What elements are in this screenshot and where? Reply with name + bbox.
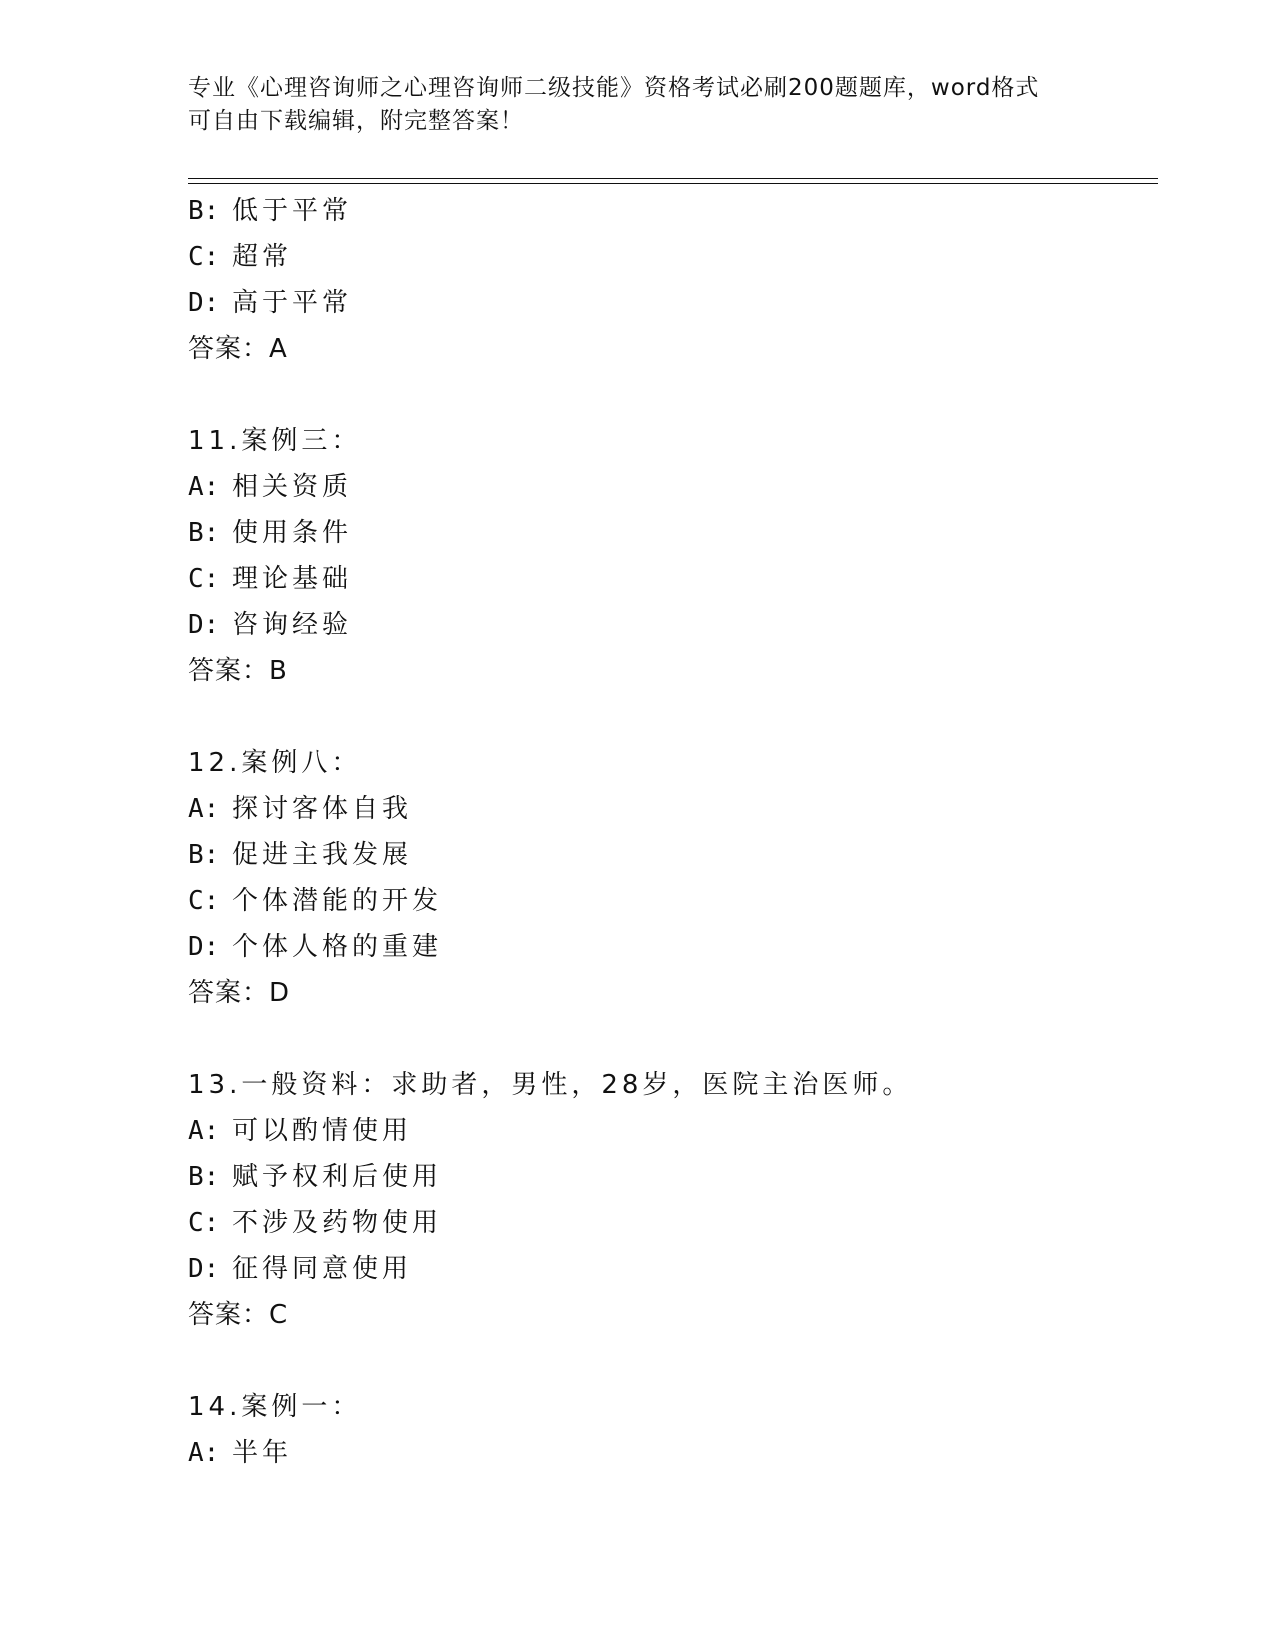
option-text: 超常 — [232, 242, 293, 272]
question-block-partial — [188, 188, 1158, 372]
option-text: 个体人格的重建 — [232, 932, 443, 962]
answer-line: 答案：D — [188, 978, 291, 1008]
document-header — [188, 72, 1088, 138]
spacer — [188, 1016, 1158, 1062]
question-title: 13.一般资料：求助者，男性，28岁，医院主治医师。 — [188, 1070, 913, 1100]
option-row — [188, 1246, 1158, 1292]
option-row — [188, 1108, 1158, 1154]
option-label: B: — [188, 196, 220, 226]
question-list — [188, 188, 1158, 1476]
option-label: C: — [188, 242, 220, 272]
option-label: B: — [188, 518, 220, 548]
option-label: B: — [188, 1162, 220, 1192]
header-divider-top — [188, 178, 1158, 179]
option-row — [188, 188, 1158, 234]
option-text: 半年 — [232, 1438, 293, 1468]
spacer — [188, 1338, 1158, 1384]
header-line-1: 专业《心理咨询师之心理咨询师二级技能》资格考试必刷200题题库，word格式 — [188, 75, 1040, 101]
option-text: 理论基础 — [232, 564, 353, 594]
option-label: A: — [188, 472, 220, 502]
option-text: 赋予权利后使用 — [232, 1162, 443, 1192]
option-text: 高于平常 — [232, 288, 353, 318]
option-row — [188, 1430, 1158, 1476]
option-row — [188, 556, 1158, 602]
option-label: D: — [188, 610, 220, 640]
question-block — [188, 1384, 1158, 1476]
spacer — [188, 694, 1158, 740]
option-label: A: — [188, 794, 220, 824]
option-row — [188, 280, 1158, 326]
question-title: 12.案例八： — [188, 748, 362, 778]
question-block — [188, 418, 1158, 694]
option-text: 低于平常 — [232, 196, 353, 226]
answer-line: 答案：B — [188, 656, 288, 686]
option-label: D: — [188, 288, 220, 318]
spacer — [188, 372, 1158, 418]
option-row — [188, 924, 1158, 970]
option-label: C: — [188, 1208, 220, 1238]
question-title: 14.案例一： — [188, 1392, 362, 1422]
option-row — [188, 832, 1158, 878]
question-block — [188, 1062, 1158, 1338]
option-row — [188, 878, 1158, 924]
option-row — [188, 786, 1158, 832]
answer-line: 答案：C — [188, 1300, 289, 1330]
option-label: B: — [188, 840, 220, 870]
option-label: C: — [188, 886, 220, 916]
option-label: A: — [188, 1438, 220, 1468]
question-title: 11.案例三： — [188, 426, 362, 456]
option-row — [188, 1154, 1158, 1200]
option-text: 不涉及药物使用 — [232, 1208, 443, 1238]
option-text: 相关资质 — [232, 472, 353, 502]
option-row — [188, 510, 1158, 556]
header-line-2: 可自由下载编辑，附完整答案！ — [188, 108, 524, 134]
option-text: 征得同意使用 — [232, 1254, 413, 1284]
option-row — [188, 234, 1158, 280]
header-divider-bottom — [188, 183, 1158, 184]
option-label: C: — [188, 564, 220, 594]
option-text: 探讨客体自我 — [232, 794, 413, 824]
option-text: 咨询经验 — [232, 610, 353, 640]
option-text: 促进主我发展 — [232, 840, 413, 870]
option-row — [188, 1200, 1158, 1246]
option-row — [188, 602, 1158, 648]
option-text: 个体潜能的开发 — [232, 886, 443, 916]
option-text: 使用条件 — [232, 518, 353, 548]
option-row — [188, 464, 1158, 510]
option-label: A: — [188, 1116, 220, 1146]
option-label: D: — [188, 932, 220, 962]
question-block — [188, 740, 1158, 1016]
answer-line: 答案：A — [188, 334, 288, 364]
option-label: D: — [188, 1254, 220, 1284]
option-text: 可以酌情使用 — [232, 1116, 413, 1146]
